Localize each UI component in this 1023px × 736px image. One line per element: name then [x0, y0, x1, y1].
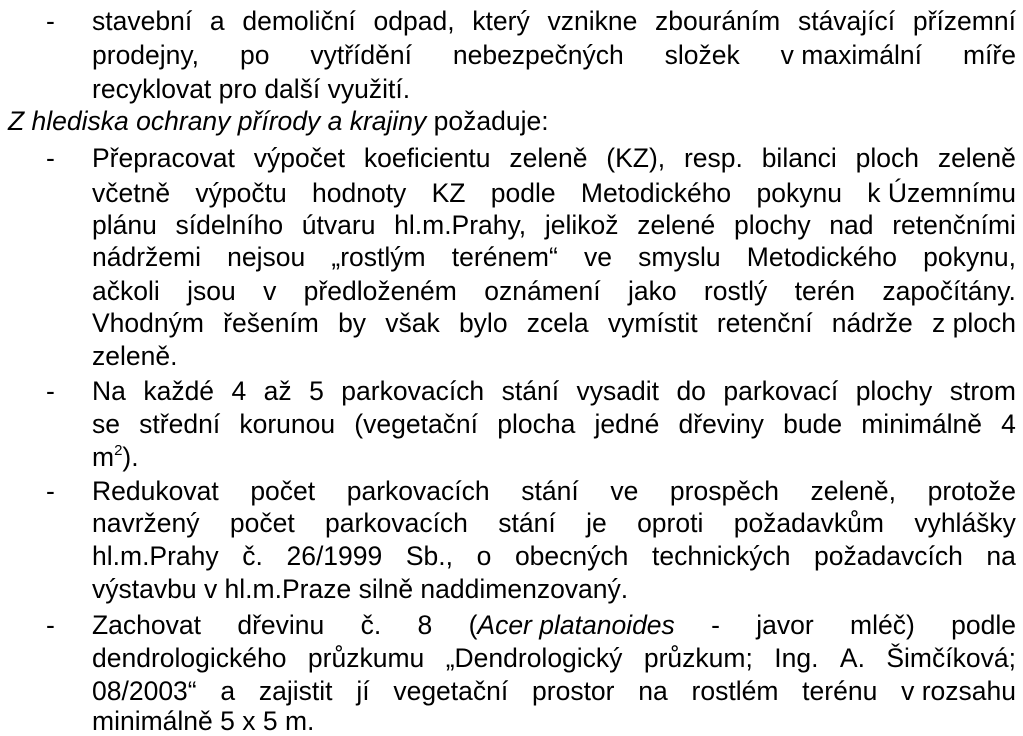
word: smyslu: [638, 242, 721, 272]
word: prostor: [532, 676, 615, 706]
word: včetně: [92, 178, 171, 208]
word: 26/1999: [286, 541, 383, 571]
word: odpad,: [373, 6, 455, 36]
word: zeleně,: [810, 476, 896, 506]
species-latin-italic: Acer platanoides: [477, 610, 675, 640]
word: nebezpečných: [452, 40, 624, 70]
word: 5: [309, 376, 324, 406]
word: vegetační: [393, 676, 509, 706]
word: útvaru: [301, 210, 376, 240]
word: 4: [1001, 409, 1016, 439]
word: č.: [242, 541, 263, 571]
word: hl.m.Prahy: [92, 541, 219, 571]
word: pokynu,: [923, 242, 1016, 272]
word: stání: [521, 476, 579, 506]
word: Redukovat: [92, 476, 219, 506]
word: přízemní: [912, 6, 1016, 36]
word: průzkum;: [643, 643, 753, 673]
item-1-line-2: [92, 178, 1016, 208]
word: retenční: [716, 308, 813, 338]
word: dřevinu: [237, 610, 325, 640]
word: plochy: [855, 376, 933, 406]
word: výpočet: [253, 143, 346, 173]
word: minimálně: [861, 409, 982, 439]
item-2-line-2: [92, 409, 1016, 439]
item-4-line-2: [92, 643, 1016, 673]
unit-m: m: [92, 442, 115, 472]
word: míře: [962, 40, 1016, 70]
word: každé: [143, 376, 215, 406]
item-3-line-4: výstavbu v hl.m.Praze silně naddimenzovaný.: [92, 574, 629, 604]
word: nejsou: [227, 242, 306, 272]
word: stání: [501, 376, 560, 406]
word: předloženém: [303, 276, 457, 306]
word: resp.: [683, 143, 743, 173]
word: podle: [951, 610, 1016, 640]
word: parkovacích: [341, 376, 485, 406]
word: „rostlým: [331, 242, 426, 272]
word: nádrže: [831, 308, 913, 338]
word: korunou: [239, 409, 336, 439]
item-1-line-5: [92, 276, 1016, 306]
word: ve: [583, 242, 612, 272]
word: střední: [139, 409, 221, 439]
word: pokynu: [756, 178, 842, 208]
bullet-dash: -: [46, 6, 55, 36]
word: požadavkům: [733, 508, 884, 538]
word: však: [385, 308, 440, 338]
word: strom: [949, 376, 1016, 406]
word: se: [92, 409, 120, 439]
word: stavební: [92, 6, 193, 36]
word: jí: [356, 676, 370, 706]
word: Vhodným: [92, 308, 204, 338]
word: terén: [794, 276, 855, 306]
word: stání: [498, 508, 556, 538]
word: plocha: [497, 409, 576, 439]
intro-line-1: [92, 6, 1016, 36]
word: prospěch: [669, 476, 779, 506]
word: hodnoty: [312, 178, 407, 208]
word: zcela: [526, 308, 589, 338]
item-3-line-2: [92, 508, 1016, 538]
word: bilanci: [761, 143, 837, 173]
word: plánu: [92, 210, 157, 240]
word: 08/2003“: [92, 676, 197, 706]
word: stávající: [797, 6, 896, 36]
word: sídelního: [175, 210, 284, 240]
word: průzkumu: [307, 643, 425, 673]
word: vznikne: [547, 6, 638, 36]
section-heading-rest: požaduje:: [426, 106, 549, 136]
intro-line-3: recyklovat pro další využití.: [92, 74, 411, 104]
item-1-line-4: [92, 242, 1016, 272]
word: technických: [651, 541, 791, 571]
word: řešením: [223, 308, 319, 338]
word: demoliční: [242, 6, 356, 36]
word: počet: [250, 476, 316, 506]
unit-end: ).: [122, 442, 139, 472]
word: zeleně: [509, 143, 588, 173]
section-heading-italic: Z hlediska ochrany přírody a krajiny: [8, 106, 427, 136]
word: Metodického: [746, 242, 898, 272]
word: rostlý: [703, 276, 768, 306]
word: bylo: [458, 308, 508, 338]
word: 4: [231, 376, 247, 406]
word: k Územnímu: [867, 178, 1016, 208]
word: „Dendrologický: [445, 643, 623, 673]
word: z ploch: [931, 308, 1016, 338]
word: o: [476, 541, 492, 571]
word: jako: [627, 276, 677, 306]
word: v rozsahu: [901, 676, 1016, 706]
word: vysadit: [576, 376, 659, 406]
item-1-line-3: [92, 210, 1016, 240]
word: -: [711, 610, 720, 640]
word: hl.m.Prahy,: [394, 210, 527, 240]
word: (KZ),: [606, 143, 666, 173]
word: navržený: [92, 508, 200, 538]
unit-superscript: 2: [114, 442, 123, 459]
item-1-line-7: zeleně.: [92, 341, 178, 371]
word: rostlém: [691, 676, 779, 706]
word: Metodického: [580, 178, 732, 208]
word: až: [263, 376, 292, 406]
item-3-line-3: [92, 541, 1016, 571]
word: vytřídění: [310, 40, 412, 70]
item-4-line-3: [92, 676, 1016, 706]
word: zelené: [637, 210, 716, 240]
word: nádržemi: [92, 242, 201, 272]
word: ve: [610, 476, 639, 506]
word: javor: [756, 610, 814, 640]
word: v maximální: [780, 40, 923, 70]
item-4-line-1: [92, 610, 1016, 640]
bullet-dash: -: [46, 476, 55, 506]
word: je: [586, 508, 607, 538]
word: protože: [927, 476, 1016, 506]
word: jedné: [594, 409, 660, 439]
word: který: [472, 6, 530, 36]
word: parkovacích: [325, 508, 468, 538]
word: prodejny,: [92, 40, 200, 70]
item-1-line-6: [92, 308, 1016, 338]
word: Sb.,: [405, 541, 453, 571]
bullet-dash: -: [46, 376, 55, 406]
species-name: [469, 610, 675, 640]
word: KZ: [431, 178, 466, 208]
word: A.: [839, 643, 865, 673]
word: zajistit: [258, 676, 333, 706]
word: Ing.: [774, 643, 819, 673]
word: bude: [783, 409, 843, 439]
word: zeleně: [937, 143, 1016, 173]
word: mléč): [850, 610, 915, 640]
word: oznámení: [484, 276, 601, 306]
word: Přepracovat: [92, 143, 235, 173]
word: 8: [417, 610, 433, 640]
bullet-dash: -: [46, 143, 55, 173]
word: na: [638, 676, 668, 706]
paren-open: (: [468, 610, 478, 640]
word: retenčními: [892, 210, 1016, 240]
word: jelikož: [544, 210, 619, 240]
word: vymístit: [607, 308, 698, 338]
word: Zachovat: [92, 610, 202, 640]
item-4-line-4: minimálně 5 x 5 m.: [92, 706, 315, 736]
word: a: [220, 676, 236, 706]
word: v: [263, 276, 277, 306]
word: dendrologického: [92, 643, 287, 673]
intro-line-2: [92, 40, 1016, 70]
word: parkovací: [723, 376, 839, 406]
bullet-dash: -: [46, 610, 55, 640]
item-2-line-3: [92, 442, 139, 472]
word: na: [986, 541, 1016, 571]
word: ploch: [855, 143, 919, 173]
word: požadavcích: [814, 541, 963, 571]
item-1-line-1: [92, 143, 1016, 173]
word: plochy: [733, 210, 811, 240]
word: terénu: [802, 676, 878, 706]
word: dřeviny: [678, 409, 764, 439]
word: (vegetační: [354, 409, 479, 439]
word: by: [338, 308, 367, 338]
word: výpočtu: [195, 178, 287, 208]
word: po: [239, 40, 270, 70]
word: parkovacích: [346, 476, 490, 506]
word: koeficientu: [363, 143, 491, 173]
word: terénem“: [451, 242, 558, 272]
word: oproti: [637, 508, 704, 538]
item-3-line-1: [92, 476, 1016, 506]
word: Na: [92, 376, 126, 406]
word: Šimčíková;: [886, 643, 1016, 673]
word: započítány.: [882, 276, 1016, 306]
word: obecných: [514, 541, 629, 571]
word: č.: [360, 610, 382, 640]
word: nad: [829, 210, 874, 240]
word: jsou: [187, 276, 236, 306]
word: vyhlášky: [914, 508, 1016, 538]
word: počet: [229, 508, 295, 538]
section-heading: [8, 106, 549, 136]
word: zbouráním: [655, 6, 781, 36]
item-2-line-1: [92, 376, 1016, 406]
word: do: [676, 376, 706, 406]
word: a: [209, 6, 225, 36]
word: složek: [664, 40, 740, 70]
word: ačkoli: [92, 276, 160, 306]
word: podle: [490, 178, 556, 208]
